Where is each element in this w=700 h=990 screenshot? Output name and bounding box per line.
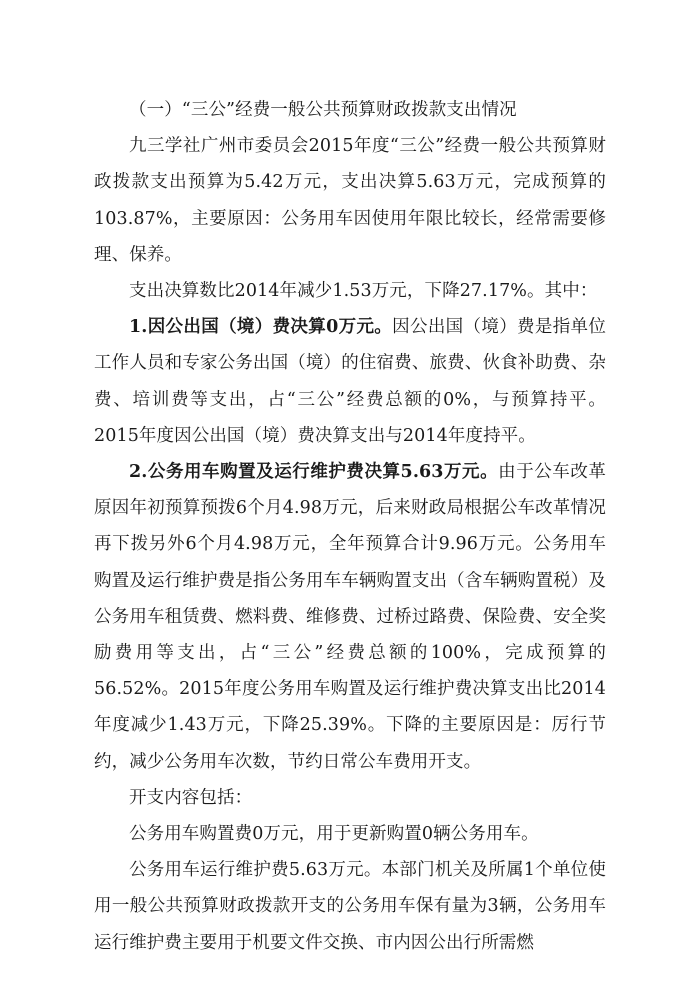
document-body <box>94 92 606 961</box>
paragraph-budget-overview <box>94 128 606 273</box>
paragraph-lead: 2.公务用车购置及运行维护费决算5.63万元。 <box>129 462 499 483</box>
paragraph-vehicle-purchase <box>94 816 606 852</box>
paragraph-text: 九三学社广州市委员会2015年度“三公”经费一般公共预算财政拨款支出预算为5.42万元，支出决算5.63万元，完成预算的103.87%，主要原因：公务用车因使用年限比较长，经常需要修理、保养。 <box>94 136 606 265</box>
paragraph-vehicle-maintenance <box>94 852 606 961</box>
paragraph-text: 开支内容包括： <box>129 787 253 808</box>
paragraph-text: 由于公车改革原因年初预算预拨6个月4.98万元，后来财政局根据公车改革情况再下拨另外6个月4.98万元，全年预算合计9.96万元。公务用车购置及运行维护费是指公务用车车辆购置支出（含车辆购置税）及公务用车租赁费、燃料费、维修费、过桥过路费、保险费、安全奖励费用等支出，占“三公”经费总额的100%，完成预算的56.52%。2015年度公务用车购置及运行维护费决算支出比2014年度减少1.43万元，下降25.39%。下降的主要原因是：厉行节约，减少公务用车次数，节约日常公车费用开支。 <box>94 462 606 772</box>
paragraph-text: 因公出国（境）费是指单位工作人员和专家公务出国（境）的住宿费、旅费、伙食补助费、杂费、培训费等支出，占“三公”经费总额的0%，与预算持平。2015年度因公出国（境）费决算支出与2014年度持平。 <box>94 317 606 446</box>
paragraph-lead: 1.因公出国（境）费决算0万元。 <box>129 317 393 338</box>
paragraph-expenditure-items <box>94 780 606 816</box>
paragraph-text: 支出决算数比2014年减少1.53万元，下降27.17%。其中： <box>129 281 598 302</box>
paragraph-vehicle-costs <box>94 454 606 780</box>
paragraph-text: 公务用车购置费0万元，用于更新购置0辆公务用车。 <box>129 824 539 845</box>
paragraph-overseas-travel <box>94 309 606 454</box>
paragraph-text: 公务用车运行维护费5.63万元。本部门机关及所属1个单位使用一般公共预算财政拨款开支的公务用车保有量为3辆，公务用车运行维护费主要用于机要文件交换、市内因公出行所需燃 <box>94 860 606 953</box>
paragraph-year-comparison <box>94 273 606 309</box>
section-heading: （一）“三公”经费一般公共预算财政拨款支出情况 <box>129 100 517 120</box>
